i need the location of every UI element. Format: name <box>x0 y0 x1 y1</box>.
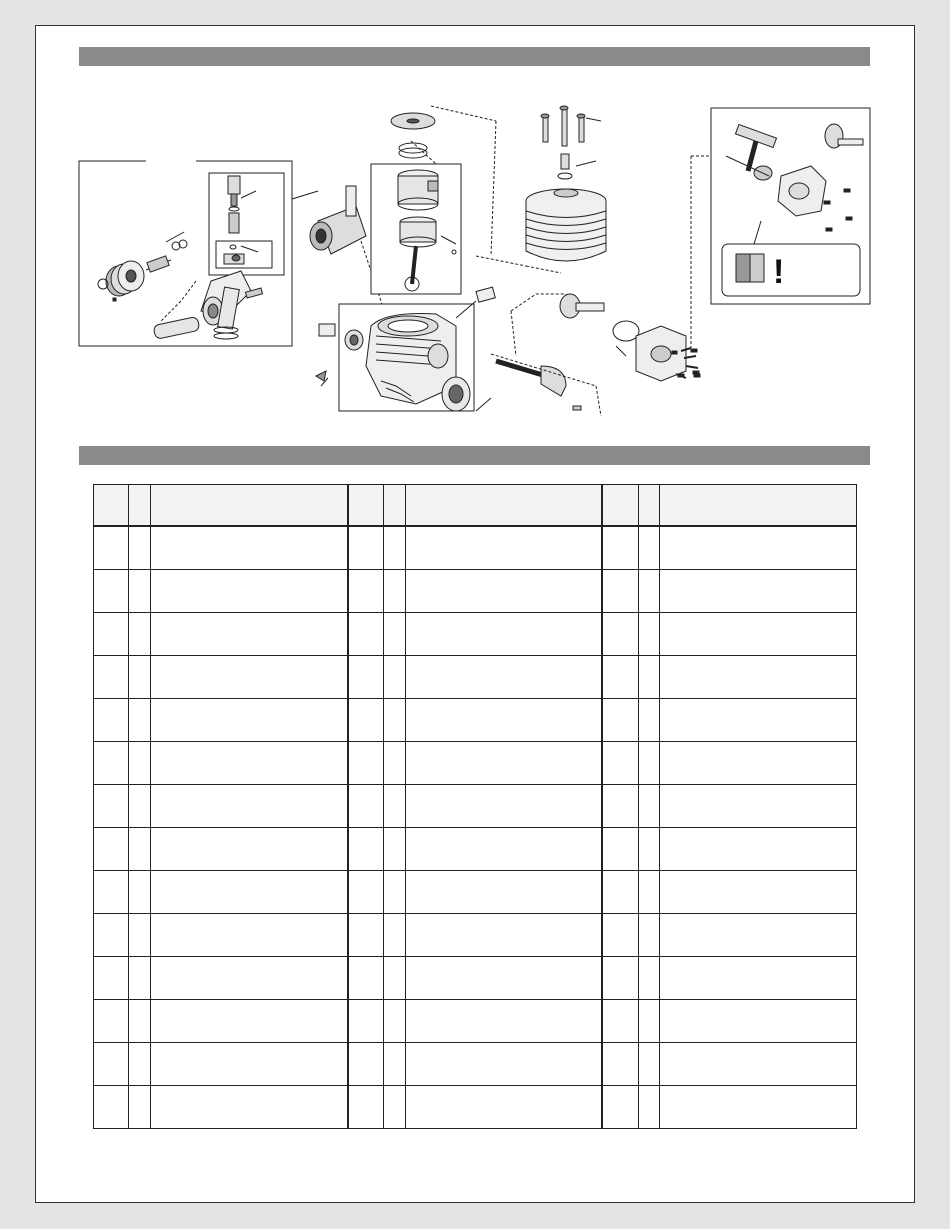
cylinder-head-icon <box>476 189 606 273</box>
table-cell <box>94 526 129 570</box>
piston-icon <box>400 217 436 247</box>
table-cell <box>660 828 857 871</box>
table-cell <box>660 526 857 570</box>
table-cell <box>94 1000 129 1043</box>
table-cell <box>94 613 129 656</box>
table-cell <box>151 613 348 656</box>
table-cell <box>383 914 405 957</box>
table-cell <box>638 1000 660 1043</box>
warning-icon: ! <box>773 253 785 291</box>
table-cell <box>348 785 384 828</box>
table-cell <box>348 570 384 613</box>
column-header-qty <box>383 485 405 527</box>
table-row <box>94 957 857 1000</box>
table-cell <box>638 656 660 699</box>
table-cell <box>129 613 151 656</box>
table-cell <box>348 914 384 957</box>
table-cell <box>405 828 602 871</box>
table-cell <box>151 957 348 1000</box>
table-cell <box>602 1086 638 1129</box>
table-cell <box>151 1043 348 1086</box>
table-cell <box>94 828 129 871</box>
table-cell <box>94 957 129 1000</box>
crankshaft-icon <box>491 354 601 416</box>
table-cell <box>405 613 602 656</box>
crankcase-screw-icon <box>316 371 326 381</box>
table-cell <box>660 957 857 1000</box>
column-header-code <box>94 485 129 527</box>
table-cell <box>602 613 638 656</box>
table-cell <box>405 1000 602 1043</box>
table-cell <box>405 699 602 742</box>
table-cell <box>151 871 348 914</box>
table-cell <box>94 1086 129 1129</box>
table-row <box>94 914 857 957</box>
table-cell <box>94 914 129 957</box>
parts-table-body <box>94 526 857 1129</box>
table-cell <box>94 1043 129 1086</box>
table-cell <box>638 570 660 613</box>
table-cell <box>638 914 660 957</box>
parts-table <box>93 484 857 1129</box>
table-cell <box>129 871 151 914</box>
table-cell <box>602 570 638 613</box>
table-cell <box>660 1000 857 1043</box>
table-cell <box>602 785 638 828</box>
table-cell <box>129 914 151 957</box>
table-cell <box>383 871 405 914</box>
table-row <box>94 871 857 914</box>
table-cell <box>151 1086 348 1129</box>
parts-list-header-bar <box>79 446 870 465</box>
table-cell <box>660 699 857 742</box>
table-cell <box>151 742 348 785</box>
table-cell <box>383 570 405 613</box>
table-cell <box>405 957 602 1000</box>
table-cell <box>151 828 348 871</box>
table-cell <box>405 656 602 699</box>
table-cell <box>602 526 638 570</box>
column-header-code <box>602 485 638 527</box>
table-cell <box>348 742 384 785</box>
table-cell <box>405 742 602 785</box>
table-cell <box>151 785 348 828</box>
backplate-icon <box>636 326 698 381</box>
table-cell <box>94 656 129 699</box>
column-header-qty <box>129 485 151 527</box>
table-cell <box>405 526 602 570</box>
table-cell <box>129 957 151 1000</box>
table-cell <box>638 957 660 1000</box>
column-header-description <box>405 485 602 527</box>
table-cell <box>348 957 384 1000</box>
table-cell <box>151 914 348 957</box>
table-cell <box>638 742 660 785</box>
table-row <box>94 570 857 613</box>
table-cell <box>405 914 602 957</box>
table-cell <box>348 526 384 570</box>
table-cell <box>129 742 151 785</box>
column-header-description <box>151 485 348 527</box>
table-cell <box>383 656 405 699</box>
table-cell <box>94 742 129 785</box>
table-cell <box>348 699 384 742</box>
head-screw-icon <box>541 106 601 146</box>
table-cell <box>660 871 857 914</box>
table-cell <box>129 570 151 613</box>
table-cell <box>151 656 348 699</box>
column-header-description <box>660 485 857 527</box>
table-cell <box>660 613 857 656</box>
manual-page <box>35 25 915 1203</box>
table-row <box>94 613 857 656</box>
table-cell <box>129 1000 151 1043</box>
table-cell <box>405 1086 602 1129</box>
table-cell <box>405 570 602 613</box>
starter-shaft-icon <box>511 294 604 356</box>
nut-icon <box>736 254 764 282</box>
table-cell <box>129 785 151 828</box>
table-cell <box>602 742 638 785</box>
carburetor-detail-box <box>79 161 292 346</box>
table-row <box>94 1000 857 1043</box>
table-cell <box>383 785 405 828</box>
table-cell <box>405 1043 602 1086</box>
table-cell <box>129 1043 151 1086</box>
piston-rod-box <box>371 141 461 294</box>
table-cell <box>602 656 638 699</box>
table-cell <box>383 742 405 785</box>
table-cell <box>151 570 348 613</box>
table-cell <box>638 699 660 742</box>
table-cell <box>602 914 638 957</box>
table-cell <box>129 526 151 570</box>
table-cell <box>383 699 405 742</box>
crankcase-box <box>319 304 491 411</box>
table-cell <box>383 526 405 570</box>
table-cell <box>383 1000 405 1043</box>
table-cell <box>94 785 129 828</box>
table-cell <box>660 914 857 957</box>
table-cell <box>383 828 405 871</box>
table-cell <box>348 828 384 871</box>
table-cell <box>638 1043 660 1086</box>
table-cell <box>660 1086 857 1129</box>
table-cell <box>660 1043 857 1086</box>
table-cell <box>638 526 660 570</box>
table-cell <box>660 742 857 785</box>
cylinder-sleeve-icon <box>398 170 438 210</box>
table-row <box>94 656 857 699</box>
table-cell <box>348 1043 384 1086</box>
table-cell <box>660 570 857 613</box>
table-cell <box>602 699 638 742</box>
table-cell <box>94 570 129 613</box>
table-header-row <box>94 485 857 527</box>
table-row <box>94 785 857 828</box>
column-header-qty <box>638 485 660 527</box>
table-cell <box>348 871 384 914</box>
glow-plug-icon <box>558 154 596 179</box>
table-cell <box>129 1086 151 1129</box>
table-cell <box>348 613 384 656</box>
table-cell <box>383 613 405 656</box>
table-cell <box>383 1043 405 1086</box>
table-cell <box>94 871 129 914</box>
table-cell <box>348 656 384 699</box>
table-cell <box>383 1086 405 1129</box>
table-row <box>94 699 857 742</box>
table-cell <box>129 699 151 742</box>
table-row <box>94 828 857 871</box>
table-row <box>94 1043 857 1086</box>
table-cell <box>151 1000 348 1043</box>
table-cell <box>638 785 660 828</box>
table-cell <box>129 828 151 871</box>
table-cell <box>383 957 405 1000</box>
table-cell <box>638 871 660 914</box>
table-cell <box>638 828 660 871</box>
table-row <box>94 742 857 785</box>
table-row <box>94 1086 857 1129</box>
table-cell <box>151 526 348 570</box>
table-cell <box>602 871 638 914</box>
wrist-pin-icon <box>476 287 495 302</box>
table-cell <box>660 785 857 828</box>
table-cell <box>602 1000 638 1043</box>
table-cell <box>602 1043 638 1086</box>
table-cell <box>151 699 348 742</box>
table-cell <box>405 785 602 828</box>
table-cell <box>405 871 602 914</box>
starter-washer-icon <box>613 321 639 356</box>
exploded-view-diagram <box>36 26 914 446</box>
table-cell <box>602 828 638 871</box>
table-cell <box>638 613 660 656</box>
table-cell <box>348 1000 384 1043</box>
table-cell <box>660 656 857 699</box>
table-cell <box>638 1086 660 1129</box>
table-cell <box>348 1086 384 1129</box>
table-row <box>94 526 857 570</box>
column-header-code <box>348 485 384 527</box>
table-cell <box>602 957 638 1000</box>
table-cell <box>94 699 129 742</box>
table-cell <box>129 656 151 699</box>
